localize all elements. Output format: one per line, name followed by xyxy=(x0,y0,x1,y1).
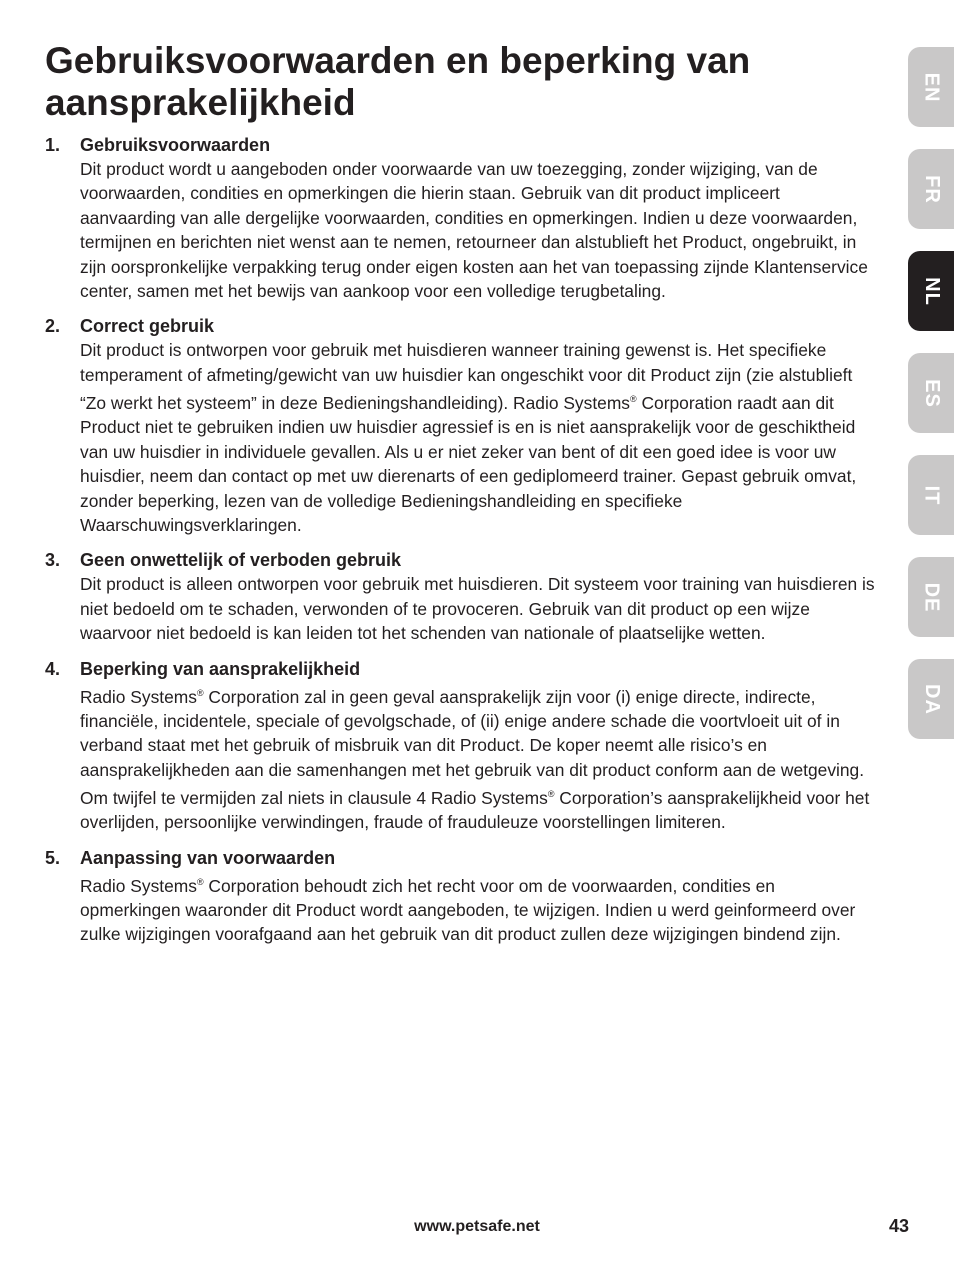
language-tab-da[interactable] xyxy=(908,659,954,739)
language-tab-label: EN xyxy=(920,72,943,102)
registered-mark: ® xyxy=(630,394,637,405)
section-title: Gebruiksvoorwaarden xyxy=(80,135,271,155)
page-title: Gebruiksvoorwaarden en beperking van aansprakelijkheid xyxy=(45,40,751,123)
section-heading xyxy=(45,133,877,157)
section-title: Beperking van aansprakelijkheid xyxy=(80,658,361,679)
language-tab-it[interactable] xyxy=(908,455,954,535)
section-limitation-of-liability xyxy=(45,657,877,835)
section-body: Radio Systems® Corporation behoudt zich het recht voor om de voorwaarden, condities en opmerkingen waaronder dit Product wordt aangeboden, te wijzigen. Indien u werd geinformeerd over zulke wijzigingen voorafgaand aan het gebruik van dit product zullen deze wijzigingen bindend zijn. xyxy=(80,875,856,945)
section-body: Dit product is alleen ontworpen voor gebruik met huisdieren. Dit systeem voor training van huisdieren is niet bedoeld om te schaden, verwonden of te provoceren. Gebruik van dit product op een wijze waarvoor niet bedoeld is kan leiden tot het schenden van nationale of plaatselijke wetten. xyxy=(80,574,875,644)
section-title: Correct gebruik xyxy=(80,316,215,337)
terms-content xyxy=(45,133,877,958)
language-tab-nl[interactable] xyxy=(908,251,954,331)
section-proper-use xyxy=(45,314,877,537)
section-number: 2. xyxy=(45,316,61,337)
section-heading xyxy=(45,548,877,572)
registered-mark: ® xyxy=(196,687,204,698)
language-tab-label: ES xyxy=(920,378,943,408)
language-tab-es[interactable] xyxy=(908,353,954,433)
language-tabs xyxy=(908,47,954,761)
section-body: Dit product is ontworpen voor gebruik met huisdieren wanneer training gewenst is. Het specifieke temperament of afmeting/gewicht van uw huisdier kan ongeschikt voor dit Product zijn (zie alstublieft “Zo werkt het systeem” in deze Bedieningshandleiding). Radio Systems® Corporation raadt aan dit Product niet te gebruiken indien uw huisdier agressief is en is niet aansprakelijk voor de geschiktheid van uw huisdier in individuele gevallen. Als u er niet zeker van bent of dit een goed idee is voor uw huisdier, neem dan contact op met uw dierenarts of een gediplomeerd trainer. Gepast gebruik omvat, zonder beperking, lezen van de volledige Bedieningshandleiding en specifieke Waarschuwingsverklaringen. xyxy=(80,340,857,536)
section-terms-of-use xyxy=(45,133,877,303)
section-modification-of-terms xyxy=(45,846,877,947)
section-number: 5. xyxy=(45,847,61,868)
language-tab-de[interactable] xyxy=(908,557,954,637)
language-tab-label: FR xyxy=(920,174,943,204)
section-heading xyxy=(45,846,877,870)
language-tab-label: NL xyxy=(920,276,943,306)
section-title: Geen onwettelijk of verboden gebruik xyxy=(80,550,402,571)
registered-mark: ® xyxy=(547,789,555,800)
section-heading xyxy=(45,314,877,338)
section-number: 1. xyxy=(45,135,61,155)
section-body: Dit product wordt u aangeboden onder voorwaarde van uw toezegging, zonder wijziging, van de voorwaarden, condities en opmerkingen die hierin staan. Gebruik van dit product impliceert aanvaarding van alle dergelijke voorwaarden, condities en opmerkingen. Indien u deze voorwaarden, termijnen en berichten niet wenst aan te nemen, retourneer dan alstublieft het Product, ongebruikt, in zijn oorspronkelijke verpakking terug onder eigen kosten aan het van toepassing zijnde Klantenservice center, samen met het bewijs van aankoop voor een volledige terugbetaling. xyxy=(80,159,868,302)
language-tab-fr[interactable] xyxy=(908,149,954,229)
section-heading xyxy=(45,657,877,681)
language-tab-label: DE xyxy=(920,582,943,612)
footer-url[interactable]: www.petsafe.net xyxy=(414,1218,540,1235)
language-tab-label: IT xyxy=(920,485,943,505)
language-tab-en[interactable] xyxy=(908,47,954,127)
language-tab-label: DA xyxy=(920,683,943,715)
section-title: Aanpassing van voorwaarden xyxy=(80,847,336,868)
page-number: 43 xyxy=(888,1216,909,1236)
section-no-unlawful-use xyxy=(45,548,877,645)
section-number: 3. xyxy=(45,550,61,571)
registered-mark: ® xyxy=(196,876,204,887)
section-body: Radio Systems® Corporation zal in geen geval aansprakelijk zijn voor (i) enige directe, indirecte, financiële, incidentele, speciale of gevolgschade, of (ii) enige andere schade die voortvloeit uit of in verband staat met het gebruik of misbruik van dit Product. De koper neemt alle risico’s en aansprakelijkheden aan die samenhangen met het gebruik van dit product conform aan de wetgeving. Om twijfel te vermijden zal niets in clausule 4 Radio Systems® Corporation’s aansprakelijkheid voor het overlijden, persoonlijke verwindingen, fraude of frauduleuze voorstellingen limiteren. xyxy=(80,686,870,833)
section-number: 4. xyxy=(45,658,61,679)
